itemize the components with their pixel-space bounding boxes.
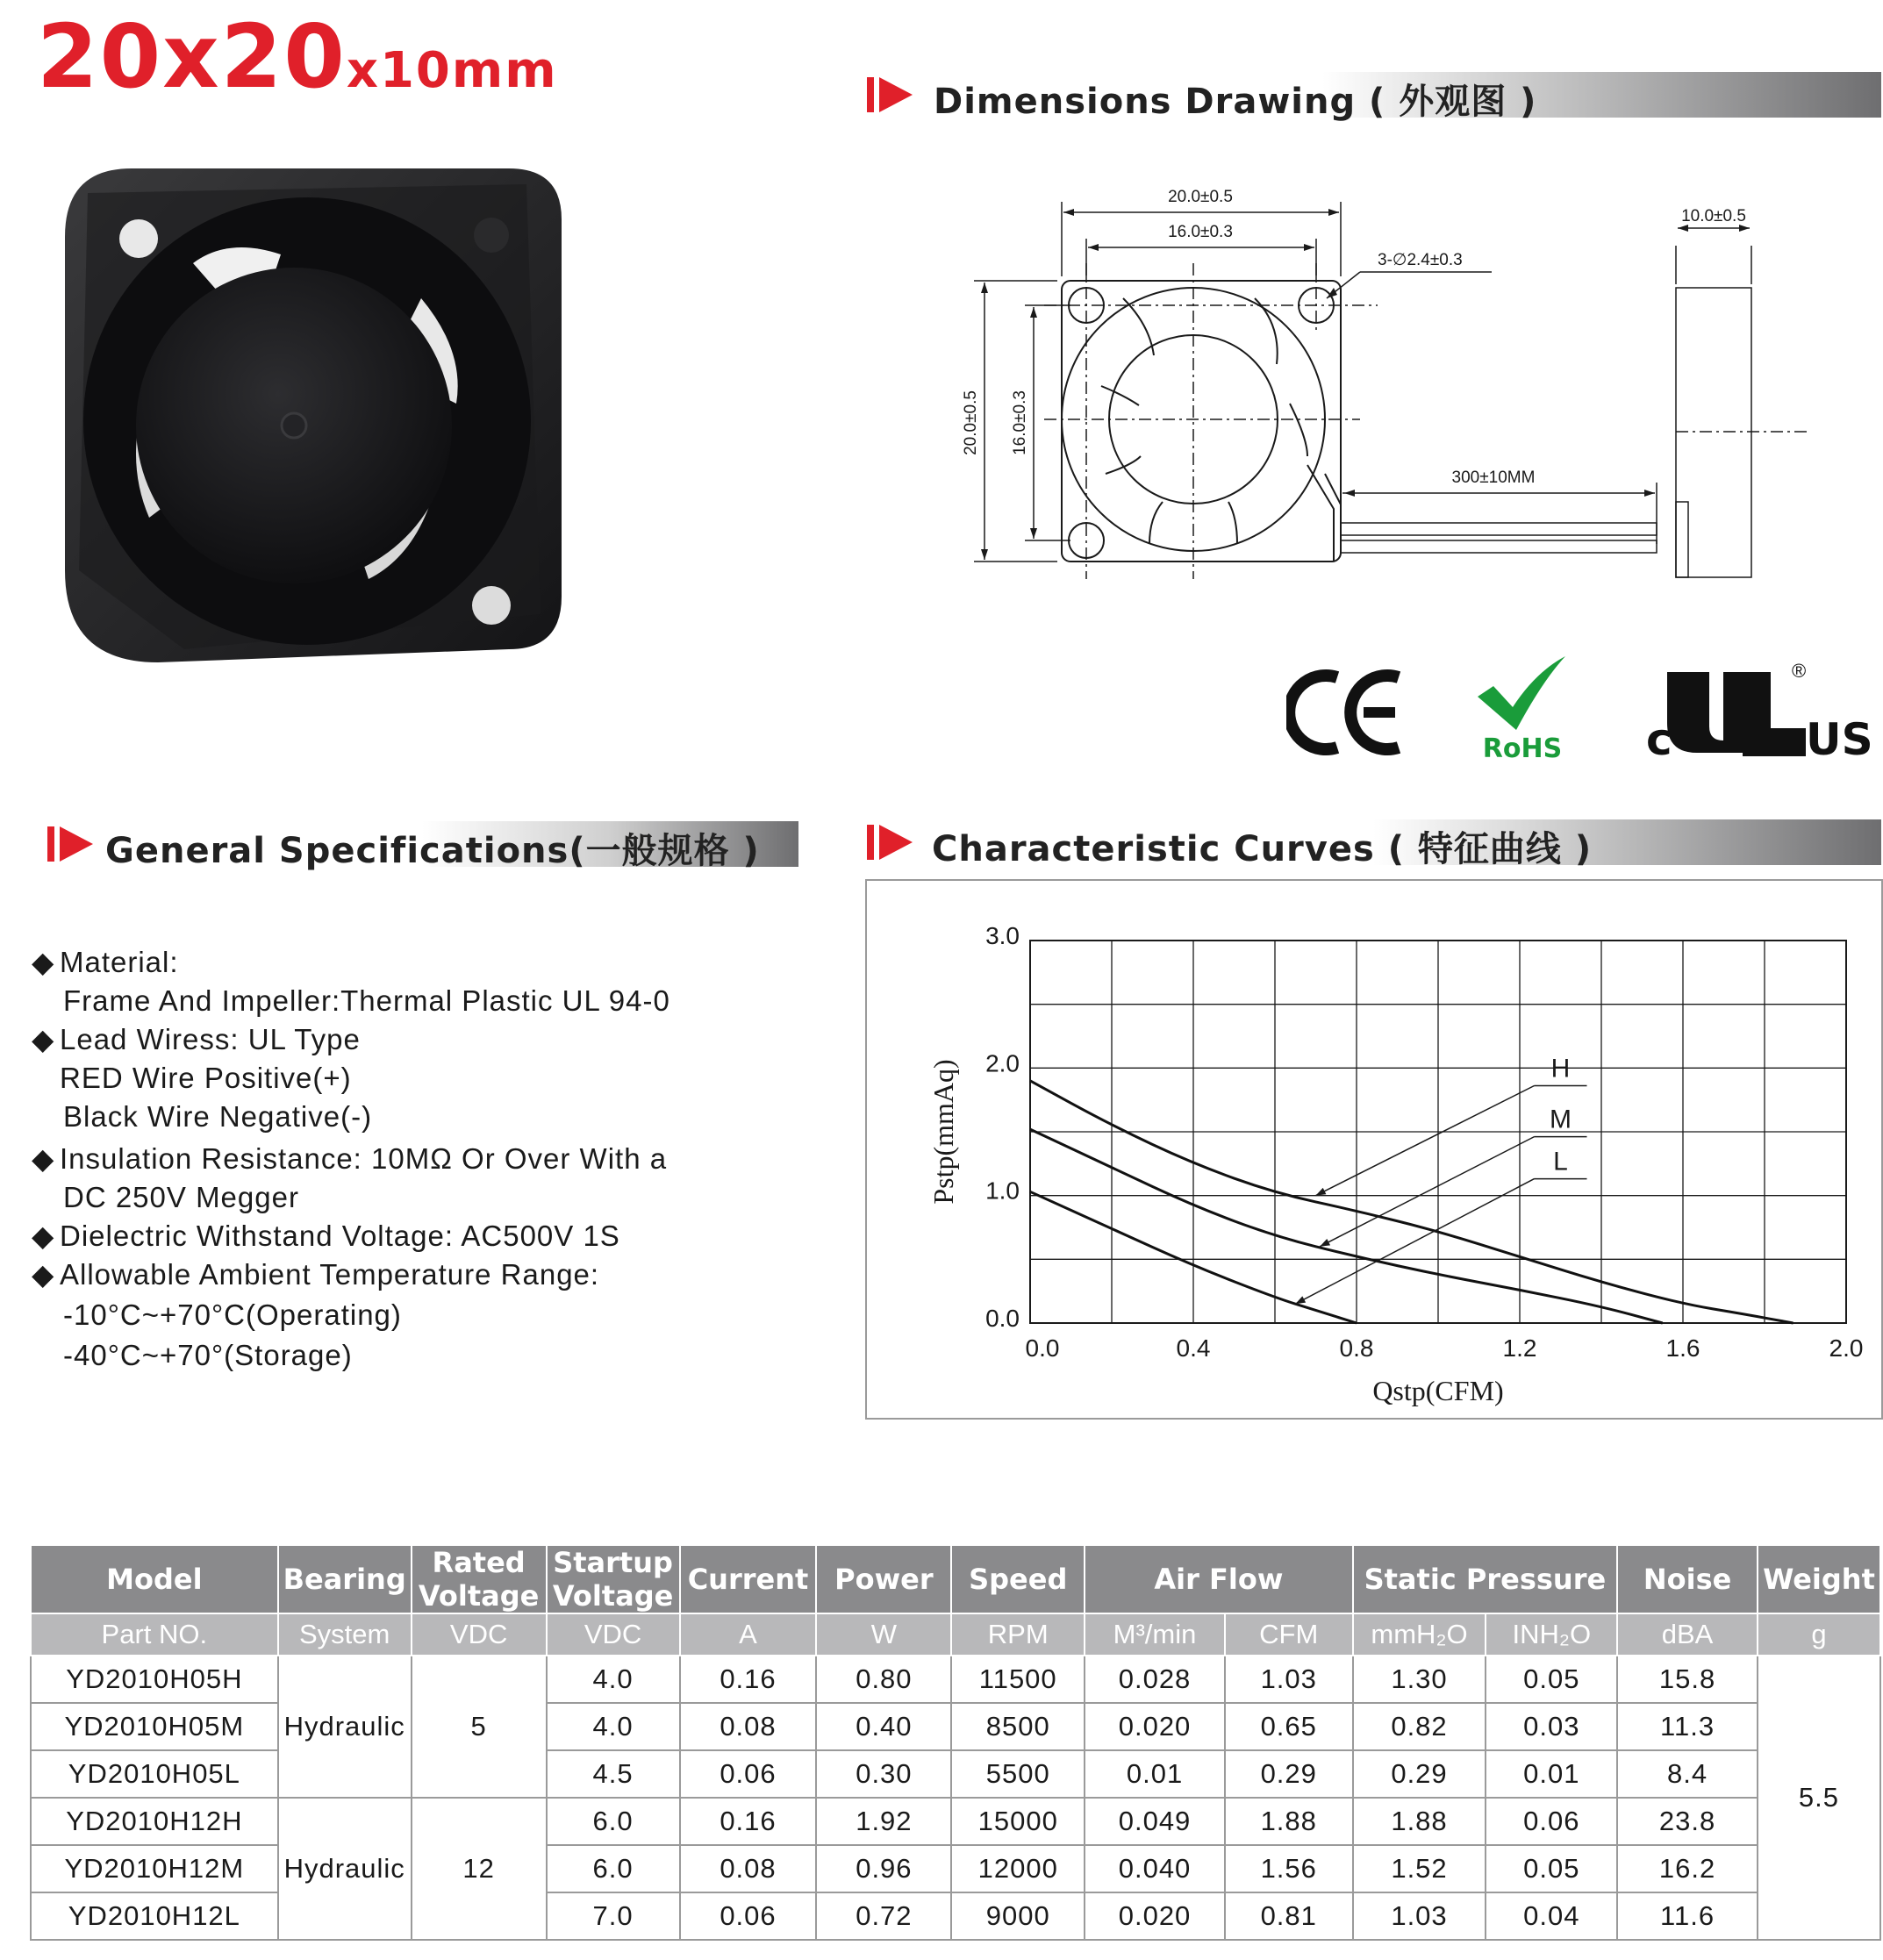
- cell-bearing: Hydraulic: [278, 1656, 412, 1798]
- cell-power: 0.30: [816, 1750, 951, 1798]
- unit-dba: dBA: [1617, 1613, 1758, 1656]
- cell-noise: 11.6: [1617, 1892, 1758, 1940]
- cell-pressure-mm: 1.88: [1353, 1798, 1486, 1845]
- col-model: Model: [31, 1545, 278, 1613]
- table-header-row: [31, 1545, 1880, 1613]
- x-tick-label: 1.6: [1665, 1334, 1700, 1362]
- cell-airflow-cfm: 1.88: [1225, 1798, 1353, 1845]
- cell-airflow-cfm: 0.29: [1225, 1750, 1353, 1798]
- y-tick-label: 1.0: [985, 1177, 1020, 1205]
- cell-startup-voltage: 6.0: [547, 1798, 680, 1845]
- diamond-bullet-icon: ◆: [32, 1220, 55, 1252]
- section-header-general: [46, 821, 798, 871]
- spec-dielectric: ◆ Dielectric Withstand Voltage: AC500V 1S: [32, 1217, 670, 1255]
- cell-current: 0.06: [680, 1892, 817, 1940]
- characteristic-chart-frame: [865, 879, 1883, 1420]
- series-annotation: M: [1550, 1105, 1572, 1134]
- dim-hole-spec: 3-∅2.4±0.3: [1378, 251, 1463, 269]
- cell-current: 0.16: [680, 1656, 817, 1703]
- series-annotation: L: [1553, 1147, 1568, 1177]
- section-header-curves: [865, 819, 1881, 869]
- characteristic-chart: [867, 881, 1881, 1418]
- dim-hole-spacing-v: 16.0±0.3: [1011, 390, 1029, 455]
- annotation-arrowhead: [1295, 1296, 1306, 1304]
- cell-rated-voltage: 12: [412, 1798, 547, 1940]
- cell-model: YD2010H05L: [31, 1750, 278, 1798]
- cell-airflow-m3: 0.028: [1085, 1656, 1225, 1703]
- cell-pressure-mm: 1.52: [1353, 1845, 1486, 1892]
- y-axis-label: Pstp(mmAq): [927, 1059, 959, 1205]
- unit-inh2o: INH₂O: [1486, 1613, 1617, 1656]
- y-tick-label: 3.0: [985, 922, 1020, 949]
- title-suffix: x10mm: [346, 42, 558, 99]
- spec-material: ◆ Material:: [32, 943, 670, 982]
- section-header-dimensions: [865, 72, 1881, 122]
- cell-current: 0.06: [680, 1750, 817, 1798]
- cell-airflow-cfm: 0.81: [1225, 1892, 1353, 1940]
- spec-insulation-value: DC 250V Megger: [63, 1181, 299, 1213]
- unit-watt: W: [816, 1613, 951, 1656]
- unit-amp: A: [680, 1613, 817, 1656]
- general-spec-list: [32, 943, 670, 1375]
- cell-noise: 11.3: [1617, 1703, 1758, 1750]
- cell-model: YD2010H12H: [31, 1798, 278, 1845]
- cell-speed: 8500: [951, 1703, 1085, 1750]
- check-icon: [1474, 655, 1571, 733]
- spec-lead-black: Black Wire Negative(-): [63, 1100, 373, 1133]
- diamond-bullet-icon: ◆: [32, 946, 55, 978]
- ul-us-label: US: [1806, 714, 1873, 765]
- unit-m3min: M³/min: [1085, 1613, 1225, 1656]
- rohs-badge: [1474, 655, 1571, 769]
- x-axis-label: Qstp(CFM): [1372, 1375, 1504, 1406]
- cell-power: 0.96: [816, 1845, 951, 1892]
- cell-model: YD2010H12L: [31, 1892, 278, 1940]
- col-weight: Weight: [1758, 1545, 1880, 1613]
- col-power: Power: [816, 1545, 951, 1613]
- annotation-arrowhead: [1316, 1188, 1327, 1196]
- cell-speed: 9000: [951, 1892, 1085, 1940]
- cell-noise: 15.8: [1617, 1656, 1758, 1703]
- unit-cfm: CFM: [1225, 1613, 1353, 1656]
- cell-airflow-m3: 0.049: [1085, 1798, 1225, 1845]
- x-tick-label: 0.4: [1176, 1334, 1211, 1362]
- cell-pressure-in: 0.01: [1486, 1750, 1617, 1798]
- diamond-bullet-icon: ◆: [32, 1142, 55, 1175]
- cell-pressure-mm: 1.03: [1353, 1892, 1486, 1940]
- table-row: [31, 1656, 1880, 1703]
- unit-gram: g: [1758, 1613, 1880, 1656]
- cell-airflow-m3: 0.040: [1085, 1845, 1225, 1892]
- cell-model: YD2010H05M: [31, 1703, 278, 1750]
- dim-thickness: 10.0±0.5: [1681, 207, 1746, 225]
- spec-lead-red: RED Wire Positive(+): [60, 1062, 352, 1094]
- cell-pressure-in: 0.03: [1486, 1703, 1617, 1750]
- cell-airflow-cfm: 1.03: [1225, 1656, 1353, 1703]
- cell-pressure-in: 0.05: [1486, 1845, 1617, 1892]
- cell-startup-voltage: 4.0: [547, 1703, 680, 1750]
- col-noise: Noise: [1617, 1545, 1758, 1613]
- col-startup-voltage: Startup Voltage: [547, 1545, 680, 1613]
- cell-model: YD2010H12M: [31, 1845, 278, 1892]
- cell-weight: 5.5: [1758, 1656, 1880, 1940]
- dimension-drawing: [921, 175, 1851, 597]
- cell-startup-voltage: 6.0: [547, 1845, 680, 1892]
- cell-noise: 16.2: [1617, 1845, 1758, 1892]
- spec-insulation: ◆ Insulation Resistance: 10MΩ Or Over With a: [32, 1140, 670, 1178]
- cell-power: 0.40: [816, 1703, 951, 1750]
- cell-airflow-m3: 0.020: [1085, 1703, 1225, 1750]
- cell-noise: 23.8: [1617, 1798, 1758, 1845]
- dim-outer-height: 20.0±0.5: [962, 390, 980, 455]
- unit-part-no: Part NO.: [31, 1613, 278, 1656]
- col-rated-voltage: Rated Voltage: [412, 1545, 547, 1613]
- unit-rpm: RPM: [951, 1613, 1085, 1656]
- cell-bearing: Hydraulic: [278, 1798, 412, 1940]
- series-annotation: H: [1550, 1054, 1571, 1084]
- cell-pressure-in: 0.05: [1486, 1656, 1617, 1703]
- cell-speed: 15000: [951, 1798, 1085, 1845]
- dim-lead-length: 300±10MM: [1451, 469, 1536, 487]
- dim-hole-spacing: 16.0±0.3: [1168, 223, 1233, 241]
- section-title-general: General Specifications(一般规格 ): [105, 831, 760, 871]
- cell-power: 0.72: [816, 1892, 951, 1940]
- spec-temp-storage: -40°C~+70°(Storage): [63, 1339, 353, 1371]
- col-bearing: Bearing: [278, 1545, 412, 1613]
- cell-current: 0.08: [680, 1703, 817, 1750]
- unit-vdc: VDC: [412, 1613, 547, 1656]
- cell-speed: 11500: [951, 1656, 1085, 1703]
- spec-temperature: ◆ Allowable Ambient Temperature Range:: [32, 1255, 670, 1294]
- ce-mark-icon: [1286, 669, 1409, 756]
- unit-vdc: VDC: [547, 1613, 680, 1656]
- unit-mmh2o: mmH₂O: [1353, 1613, 1486, 1656]
- ul-c-label: c: [1646, 714, 1672, 765]
- cell-airflow-cfm: 0.65: [1225, 1703, 1353, 1750]
- section-title-curves: Characteristic Curves ( 特征曲线 ): [932, 829, 1593, 869]
- cell-pressure-mm: 1.30: [1353, 1656, 1486, 1703]
- col-static-pressure: Static Pressure: [1353, 1545, 1618, 1613]
- table-row: [31, 1798, 1880, 1845]
- diamond-bullet-icon: ◆: [32, 1258, 55, 1291]
- y-tick-label: 2.0: [985, 1049, 1020, 1077]
- cell-power: 0.80: [816, 1656, 951, 1703]
- product-title: [37, 5, 558, 108]
- annotation-arrowhead: [1320, 1239, 1330, 1247]
- spec-material-value: Frame And Impeller:Thermal Plastic UL 94-0: [63, 984, 670, 1017]
- dim-outer-width: 20.0±0.5: [1168, 188, 1233, 206]
- cell-pressure-in: 0.06: [1486, 1798, 1617, 1845]
- cell-power: 1.92: [816, 1798, 951, 1845]
- cell-airflow-m3: 0.020: [1085, 1892, 1225, 1940]
- cell-startup-voltage: 7.0: [547, 1892, 680, 1940]
- cell-model: YD2010H05H: [31, 1656, 278, 1703]
- cell-airflow-m3: 0.01: [1085, 1750, 1225, 1798]
- annotation-leader: [1316, 1086, 1535, 1196]
- cell-rated-voltage: 5: [412, 1656, 547, 1798]
- table-body: [31, 1656, 1880, 1940]
- table-units-row: [31, 1613, 1880, 1656]
- cell-noise: 8.4: [1617, 1750, 1758, 1798]
- spec-lead: ◆ Lead Wiress: UL Type: [32, 1020, 670, 1059]
- y-tick-label: 0.0: [985, 1305, 1020, 1332]
- x-tick-label: 2.0: [1829, 1334, 1864, 1362]
- col-current: Current: [680, 1545, 817, 1613]
- col-air-flow: Air Flow: [1085, 1545, 1352, 1613]
- cell-current: 0.16: [680, 1798, 817, 1845]
- title-main: 20x20: [37, 5, 347, 108]
- x-tick-label: 0.8: [1339, 1334, 1374, 1362]
- unit-system: System: [278, 1613, 412, 1656]
- spec-temp-operating: -10°C~+70°C(Operating): [63, 1298, 402, 1331]
- ul-mark: [1646, 660, 1874, 770]
- cell-startup-voltage: 4.0: [547, 1656, 680, 1703]
- model-spec-table: [30, 1544, 1881, 1941]
- x-tick-label: 0.0: [1025, 1334, 1060, 1362]
- rohs-label: RoHS: [1482, 733, 1563, 764]
- cell-speed: 12000: [951, 1845, 1085, 1892]
- cell-airflow-cfm: 1.56: [1225, 1845, 1353, 1892]
- fan-photo: [53, 158, 579, 684]
- cell-pressure-mm: 0.82: [1353, 1703, 1486, 1750]
- diamond-bullet-icon: ◆: [32, 1023, 55, 1055]
- cell-current: 0.08: [680, 1845, 817, 1892]
- cell-startup-voltage: 4.5: [547, 1750, 680, 1798]
- x-tick-label: 1.2: [1502, 1334, 1537, 1362]
- ul-registered: ®: [1792, 660, 1807, 682]
- cell-speed: 5500: [951, 1750, 1085, 1798]
- col-speed: Speed: [951, 1545, 1085, 1613]
- section-title-dimensions: Dimensions Drawing ( 外观图 ): [934, 82, 1537, 122]
- series-line-h: [1030, 1081, 1794, 1323]
- cell-pressure-in: 0.04: [1486, 1892, 1617, 1940]
- cell-pressure-mm: 0.29: [1353, 1750, 1486, 1798]
